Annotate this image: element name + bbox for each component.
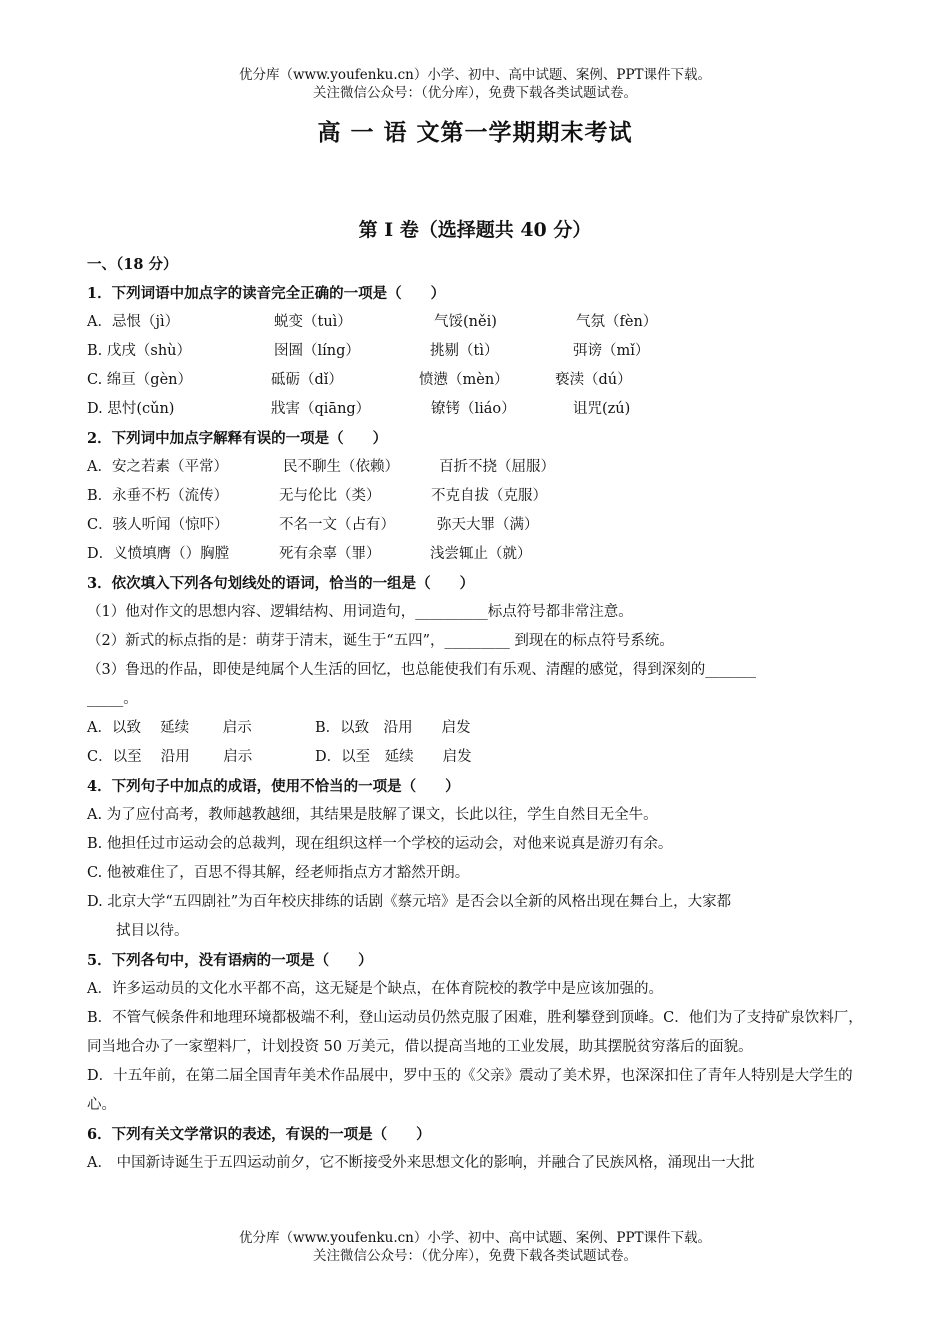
option-term: 不名一文（占有）: [279, 517, 395, 533]
question-3-stem: 3．依次填入下列各句划线处的语词，恰当的一组是（ ）: [87, 575, 475, 592]
question-2-option-c: [87, 511, 863, 540]
option-term: 弥天大罪（满）: [437, 517, 539, 533]
option-term: A．忌恨（jì）: [87, 314, 180, 330]
question-4-option-c: C. 他被难住了，百思不得其解，经老师指点方才豁然开朗。: [87, 865, 470, 881]
question-5-stem: 5．下列各句中，没有语病的一项是（ ）: [87, 952, 373, 969]
option-term: D. 思忖(cǔn): [87, 401, 175, 417]
question-3-option-d: D．以至 延续 启发: [315, 749, 472, 765]
page-footer: [0, 1229, 950, 1265]
question-3-option-a: A．以致 延续 启示: [87, 720, 252, 736]
option-term: 弭谤（mǐ）: [573, 343, 650, 359]
question-5-option-a: A．许多运动员的文化水平都不高，这无疑是个缺点，在体育院校的教学中是应该加强的。: [87, 981, 663, 997]
option-term: C. 绵亘（gèn）: [87, 372, 192, 388]
question-4-stem: 4．下列句子中加点的成语，使用不恰当的一项是（ ）: [87, 778, 460, 795]
option-term: 亵渎（dú）: [555, 372, 632, 388]
question-3-sentence-2: （2）新式的标点指的是：萌芽于清末，诞生于“五四”，_________ 到现在的标点符号系统。: [87, 633, 674, 649]
question-2-option-d: [87, 540, 863, 569]
option-term: 诅咒(zú): [573, 401, 631, 417]
option-term: B．永垂不朽（流传）: [87, 488, 229, 504]
question-1-option-c: [87, 366, 863, 395]
option-term: 浅尝辄止（就）: [430, 546, 532, 562]
question-4-option-b: B. 他担任过市运动会的总裁判，现在组织这样一个学校的运动会，对他来说真是游刃有余。: [87, 836, 673, 852]
option-term: 戕害（qiāng）: [271, 401, 371, 417]
header-line-2: 关注微信公众号：（优分库），免费下载各类试题试卷。: [313, 85, 637, 101]
footer-line-2: 关注微信公众号：（优分库），免费下载各类试题试卷。: [313, 1248, 637, 1264]
exam-body: [87, 250, 863, 1178]
question-3-sentence-3: （3）鲁迅的作品，即使是纯属个人生活的回忆，也总能使我们有乐观、清醒的感觉，得到深刻的_______: [87, 662, 756, 678]
exam-title: 高 一 语 文第一学期期末考试: [317, 119, 633, 146]
option-term: D．义愤填膺（）胸膛: [87, 546, 230, 562]
question-6-option-a: A． 中国新诗诞生于五四运动前夕，它不断接受外来思想文化的影响，并融合了民族风格，涌现出一大批: [87, 1155, 755, 1171]
option-term: 无与伦比（类）: [279, 488, 381, 504]
option-term: 愤懑（mèn）: [419, 372, 509, 388]
option-term: 镣铐（liáo）: [431, 401, 516, 417]
footer-line-1: 优分库（www.youfenku.cn）小学、初中、高中试题、案例、PPT课件下载。: [238, 1230, 712, 1246]
question-5-option-d: D．十五年前，在第二届全国青年美术作品展中，罗中玉的《父亲》震动了美术界，也深深扣住了青年人特别是大学生的心。: [87, 1068, 853, 1113]
question-3-options-ab: [87, 714, 863, 743]
question-4-option-d: D. 北京大学“五四剧社”为百年校庆排练的话剧《蔡元培》是否会以全新的风格出现在舞台上，大家都: [87, 894, 732, 910]
option-term: 气氛（fèn）: [576, 314, 658, 330]
question-2-stem: 2．下列词中加点字解释有误的一项是（ ）: [87, 430, 388, 447]
option-term: A．安之若素（平常）: [87, 459, 228, 475]
question-4-option-d-cont: 拭目以待。: [116, 923, 189, 939]
option-term: 死有余辜（罪）: [279, 546, 381, 562]
question-2-option-b: [87, 482, 863, 511]
question-3-options-cd: [87, 743, 863, 772]
question-3-option-b: B．以致 沿用 启发: [315, 720, 471, 736]
option-term: 民不聊生（依赖）: [283, 459, 399, 475]
question-1-option-b: [87, 337, 863, 366]
option-term: 气馁(něi): [434, 314, 497, 330]
option-term: C．骇人听闻（惊吓）: [87, 517, 229, 533]
option-term: 挑剔（tì）: [430, 343, 499, 359]
question-4-option-a: A. 为了应付高考，教师越教越细，其结果是肢解了课文，长此以往，学生自然目无全牛。: [87, 807, 658, 823]
option-term: 蜕变（tuì）: [274, 314, 352, 330]
question-1-option-a: [87, 308, 863, 337]
question-2-option-a: [87, 453, 863, 482]
question-1-stem: 1．下列词语中加点字的读音完全正确的一项是（ ）: [87, 285, 446, 302]
section-heading: 一、（18 分）: [87, 256, 178, 273]
option-term: 囹圄（líng）: [274, 343, 360, 359]
header-line-1: 优分库（www.youfenku.cn）小学、初中、高中试题、案例、PPT课件下载。: [238, 67, 712, 83]
question-6-stem: 6．下列有关文学常识的表述，有误的一项是（ ）: [87, 1126, 431, 1143]
option-term: 不克自拔（克服）: [431, 488, 547, 504]
option-term: 百折不挠（屈服）: [439, 459, 555, 475]
option-term: 砥砺（dǐ）: [271, 372, 343, 388]
question-3-sentence-3-cont: _____。: [87, 691, 138, 707]
option-term: B. 戊戌（shù）: [87, 343, 191, 359]
question-1-option-d: [87, 395, 863, 424]
question-3-sentence-1: （1）他对作文的思想内容、逻辑结构、用词造句，__________标点符号都非常注意。: [87, 604, 633, 620]
question-5-option-bc: B．不管气候条件和地理环境都极端不利，登山运动员仍然克服了困难，胜利攀登到顶峰。C．他们为了支持矿泉饮料厂，同当地合办了一家塑料厂，计划投资 50 万美元，借以提高当地的工业发展，助其摆脱贫穷落后的面貌。: [87, 1010, 863, 1055]
part-title: 第 I 卷（选择题共 40 分）: [358, 219, 592, 241]
page-header: [0, 66, 950, 102]
question-3-option-c: C．以至 沿用 启示: [87, 749, 253, 765]
